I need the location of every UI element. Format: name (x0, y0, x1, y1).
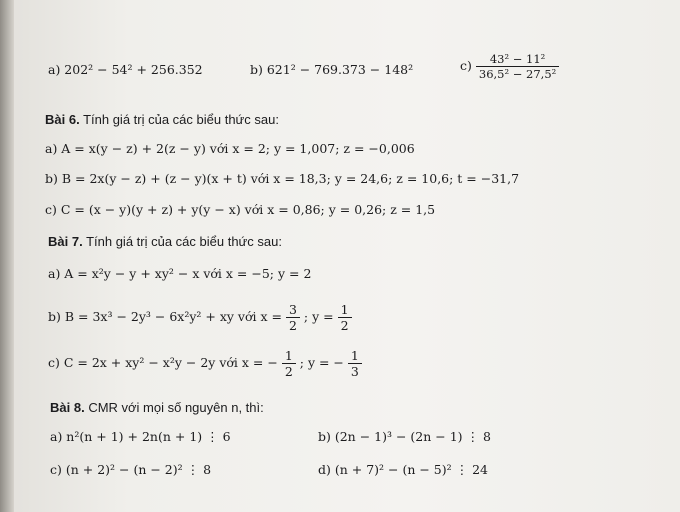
bai8-title: Bài 8. (50, 400, 85, 415)
bai7-c-y-denominator: 3 (350, 364, 359, 379)
item-c-denominator: 36,5² − 27,5² (478, 67, 557, 81)
item-b-expression: b) 621² − 769.373 − 148² (250, 62, 414, 77)
bai6-a: a) A = x(y − z) + 2(z − y) với x = 2; y = 1,007; z = −0,006 (45, 141, 415, 156)
bai7-c-y-fraction (348, 348, 362, 379)
bai7-c (48, 348, 362, 379)
item-c-fraction (476, 52, 559, 81)
bai6-title: Bài 6. (45, 112, 80, 127)
bai8-a: a) n²(n + 1) + 2n(n + 1) ⋮ 6 (50, 429, 231, 444)
bai7-b-y-numerator: 1 (338, 302, 352, 318)
bai7-text: Tính giá trị của các biểu thức sau: (86, 234, 282, 249)
bai7-b-x-numerator: 3 (286, 302, 300, 318)
page-edge-shadow (0, 0, 14, 512)
item-c-expression (460, 52, 559, 81)
bai8-text: CMR với mọi số nguyên n, thì: (88, 400, 264, 415)
item-c-numerator: 43² − 11² (476, 52, 559, 67)
bai6-heading (45, 112, 279, 127)
worksheet-page (8, 0, 680, 512)
item-c-label: c) (460, 58, 472, 73)
bai7-b-expression: b) B = 3x³ − 2y³ − 6x²y² + xy với x = (48, 309, 282, 324)
bai8-heading (50, 400, 264, 415)
bai6-text: Tính giá trị của các biểu thức sau: (83, 112, 279, 127)
bai7-heading (48, 234, 282, 249)
bai6-b: b) B = 2x(y − z) + (z − y)(x + t) với x = 18,3; y = 24,6; z = 10,6; t = −31,7 (45, 171, 520, 186)
bai7-b-mid: ; y = (303, 309, 334, 324)
item-a-expression: a) 202² − 54² + 256.352 (48, 62, 203, 77)
bai7-c-mid: ; y = − (299, 355, 344, 370)
bai7-b-x-fraction (286, 302, 300, 333)
bai8-b: b) (2n − 1)³ − (2n − 1) ⋮ 8 (318, 429, 491, 444)
bai7-c-x-denominator: 2 (284, 364, 293, 379)
bai7-b (48, 302, 352, 333)
bai7-title: Bài 7. (48, 234, 83, 249)
bai7-b-y-fraction (338, 302, 352, 333)
bai8-d: d) (n + 7)² − (n − 5)² ⋮ 24 (318, 462, 489, 477)
bai7-b-y-denominator: 2 (340, 318, 349, 333)
bai7-c-expression: c) C = 2x + xy² − x²y − 2y với x = − (48, 355, 278, 370)
bai7-b-x-denominator: 2 (288, 318, 297, 333)
bai7-c-y-numerator: 1 (348, 348, 362, 364)
bai7-c-x-numerator: 1 (282, 348, 296, 364)
bai7-c-x-fraction (282, 348, 296, 379)
bai7-a: a) A = x²y − y + xy² − x với x = −5; y = 2 (48, 266, 312, 281)
bai8-c: c) (n + 2)² − (n − 2)² ⋮ 8 (50, 462, 212, 477)
bai6-c: c) C = (x − y)(y + z) + y(y − x) với x = 0,86; y = 0,26; z = 1,5 (45, 202, 436, 217)
